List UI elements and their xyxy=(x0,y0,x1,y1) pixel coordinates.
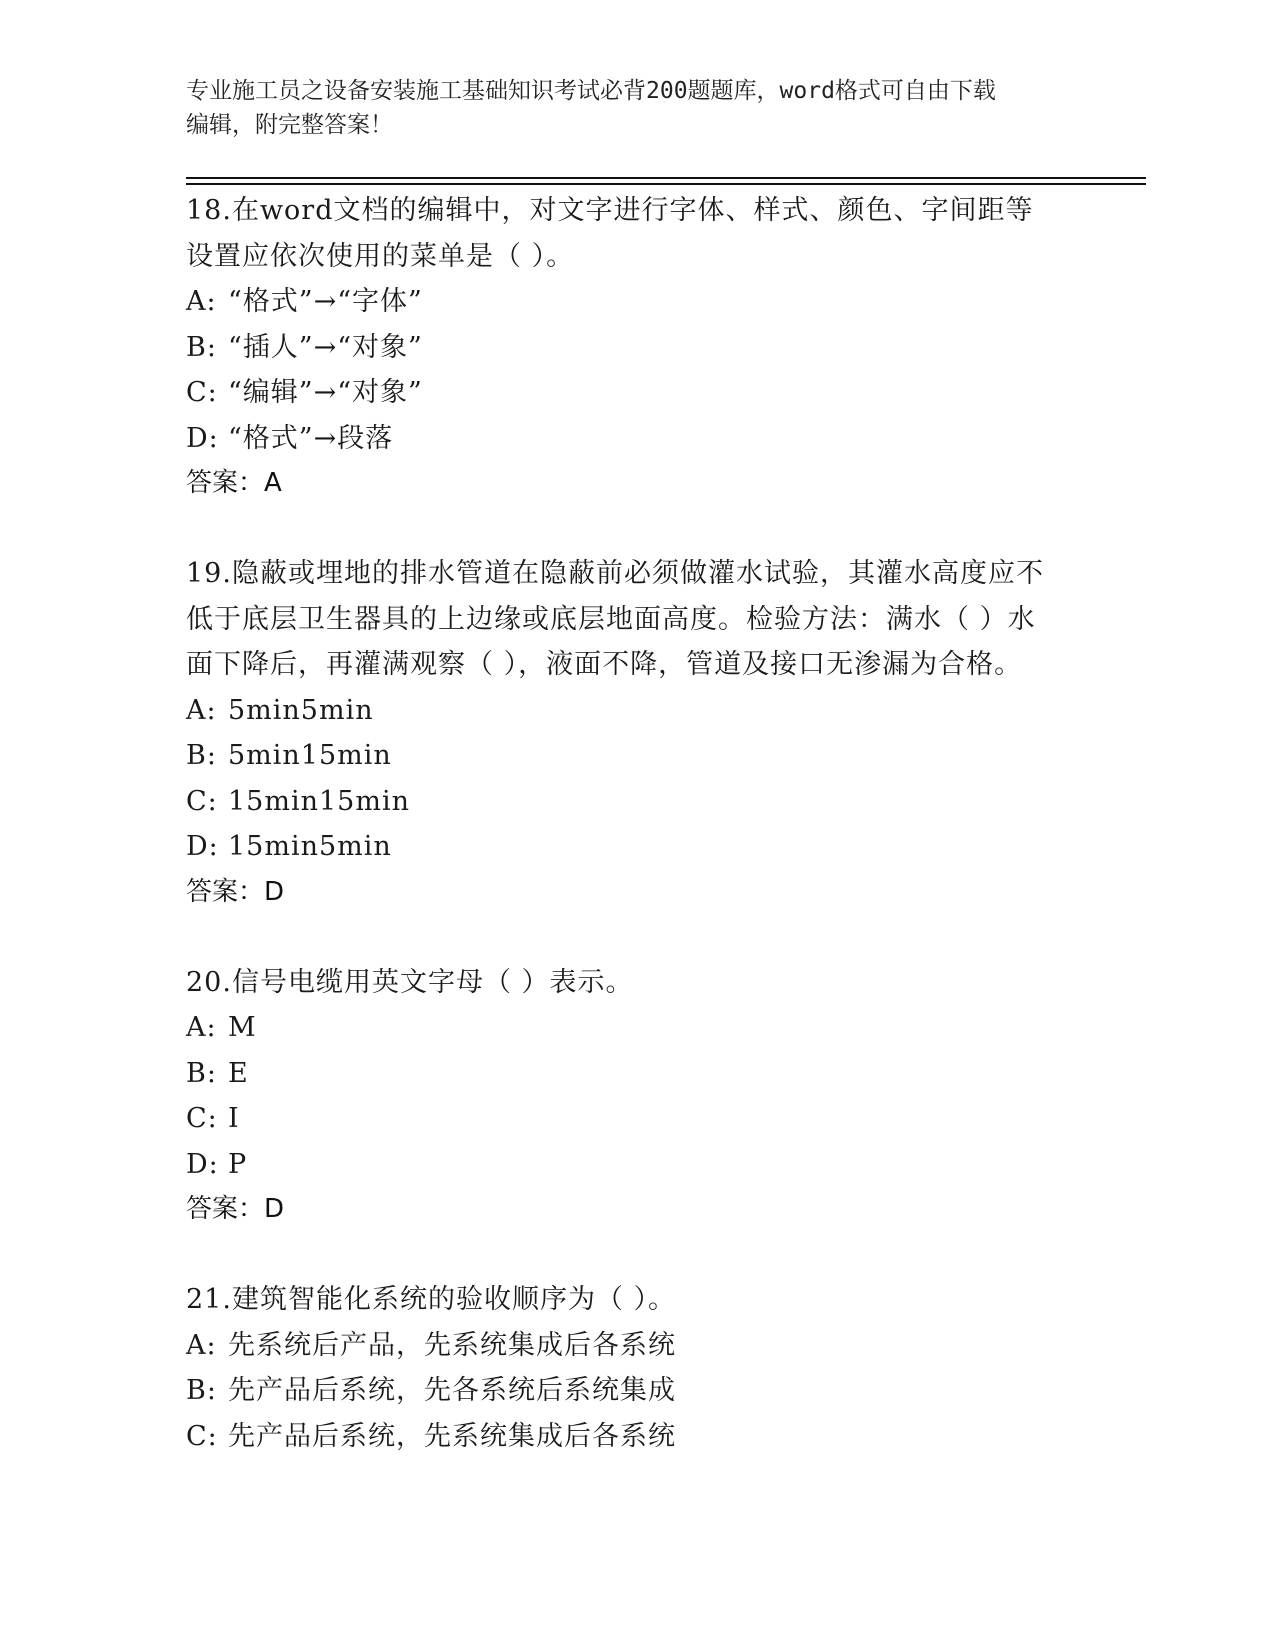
option-text: “插人”→“对象” xyxy=(228,331,423,363)
question-text-line: 21.建筑智能化系统的验收顺序为（ ）。 xyxy=(186,1284,677,1315)
answer: 答案：A xyxy=(186,468,282,498)
option-label: B: xyxy=(186,1057,217,1089)
option-text: 15min5min xyxy=(228,831,392,862)
option-label: C: xyxy=(186,1103,218,1134)
option-c xyxy=(186,1096,1086,1142)
option-label: A: xyxy=(186,286,217,317)
question-19 xyxy=(186,551,1086,914)
question-20 xyxy=(186,960,1086,1232)
header-rule-top xyxy=(186,177,1146,179)
question-text-line: 18.在word文档的编辑中，对文字进行字体、样式、颜色、字间距等 xyxy=(186,195,1034,226)
spacer xyxy=(186,1231,1086,1277)
option-text: 先产品后系统，先系统集成后各系统 xyxy=(228,1420,676,1452)
option-text: I xyxy=(228,1103,240,1134)
option-label: B: xyxy=(186,1375,217,1406)
option-b xyxy=(186,733,1086,779)
option-label: A: xyxy=(186,1012,217,1043)
option-label: D: xyxy=(186,831,219,862)
question-18 xyxy=(186,188,1086,505)
question-text-line: 低于底层卫生器具的上边缘或底层地面高度。检验方法：满水（ ）水 xyxy=(186,603,1036,635)
option-label: B: xyxy=(186,331,217,363)
spacer xyxy=(186,505,1086,551)
option-label: D: xyxy=(186,1148,219,1180)
question-list xyxy=(186,188,1086,1459)
option-text: “编辑”→“对象” xyxy=(228,377,423,408)
option-text: 5min5min xyxy=(228,694,374,726)
option-d xyxy=(186,416,1086,462)
option-b xyxy=(186,1051,1086,1097)
option-text: M xyxy=(228,1012,257,1043)
document-header xyxy=(186,74,1086,142)
option-label: C: xyxy=(186,1420,218,1452)
answer: 答案：D xyxy=(186,1194,285,1224)
option-text: 15min15min xyxy=(228,785,410,817)
option-text: P xyxy=(228,1148,248,1180)
option-c xyxy=(186,779,1086,825)
option-label: C: xyxy=(186,785,218,817)
option-text: 先产品后系统，先各系统后系统集成 xyxy=(228,1375,676,1406)
option-b xyxy=(186,325,1086,371)
option-a xyxy=(186,688,1086,734)
header-line-1: 专业施工员之设备安装施工基础知识考试必背200题题库，word格式可自由下载 xyxy=(186,78,996,104)
option-text: “格式”→段落 xyxy=(228,422,394,454)
option-label: A: xyxy=(186,1329,217,1361)
question-text-line: 20.信号电缆用英文字母（ ）表示。 xyxy=(186,966,634,998)
option-label: B: xyxy=(186,740,217,771)
option-c xyxy=(186,370,1086,416)
question-text-line: 19.隐蔽或埋地的排水管道在隐蔽前必须做灌水试验，其灌水高度应不 xyxy=(186,558,1044,589)
option-b xyxy=(186,1368,1086,1414)
question-text-line: 面下降后，再灌满观察（ ），液面不降，管道及接口无渗漏为合格。 xyxy=(186,649,1023,680)
option-text: 先系统后产品，先系统集成后各系统 xyxy=(228,1329,676,1361)
option-a xyxy=(186,1323,1086,1369)
option-label: D: xyxy=(186,422,219,454)
header-line-2: 编辑，附完整答案！ xyxy=(186,112,393,138)
option-text: “格式”→“字体” xyxy=(228,286,423,317)
question-21 xyxy=(186,1277,1086,1459)
question-text-line: 设置应依次使用的菜单是（ ）。 xyxy=(186,240,575,272)
option-d xyxy=(186,1142,1086,1188)
option-label: C: xyxy=(186,377,218,408)
option-text: E xyxy=(228,1057,249,1089)
option-text: 5min15min xyxy=(228,740,392,771)
option-label: A: xyxy=(186,694,217,726)
option-c xyxy=(186,1414,1086,1460)
spacer xyxy=(186,914,1086,960)
option-a xyxy=(186,279,1086,325)
option-a xyxy=(186,1005,1086,1051)
option-d xyxy=(186,824,1086,870)
header-rule-bottom xyxy=(186,183,1146,185)
answer: 答案：D xyxy=(186,876,285,907)
